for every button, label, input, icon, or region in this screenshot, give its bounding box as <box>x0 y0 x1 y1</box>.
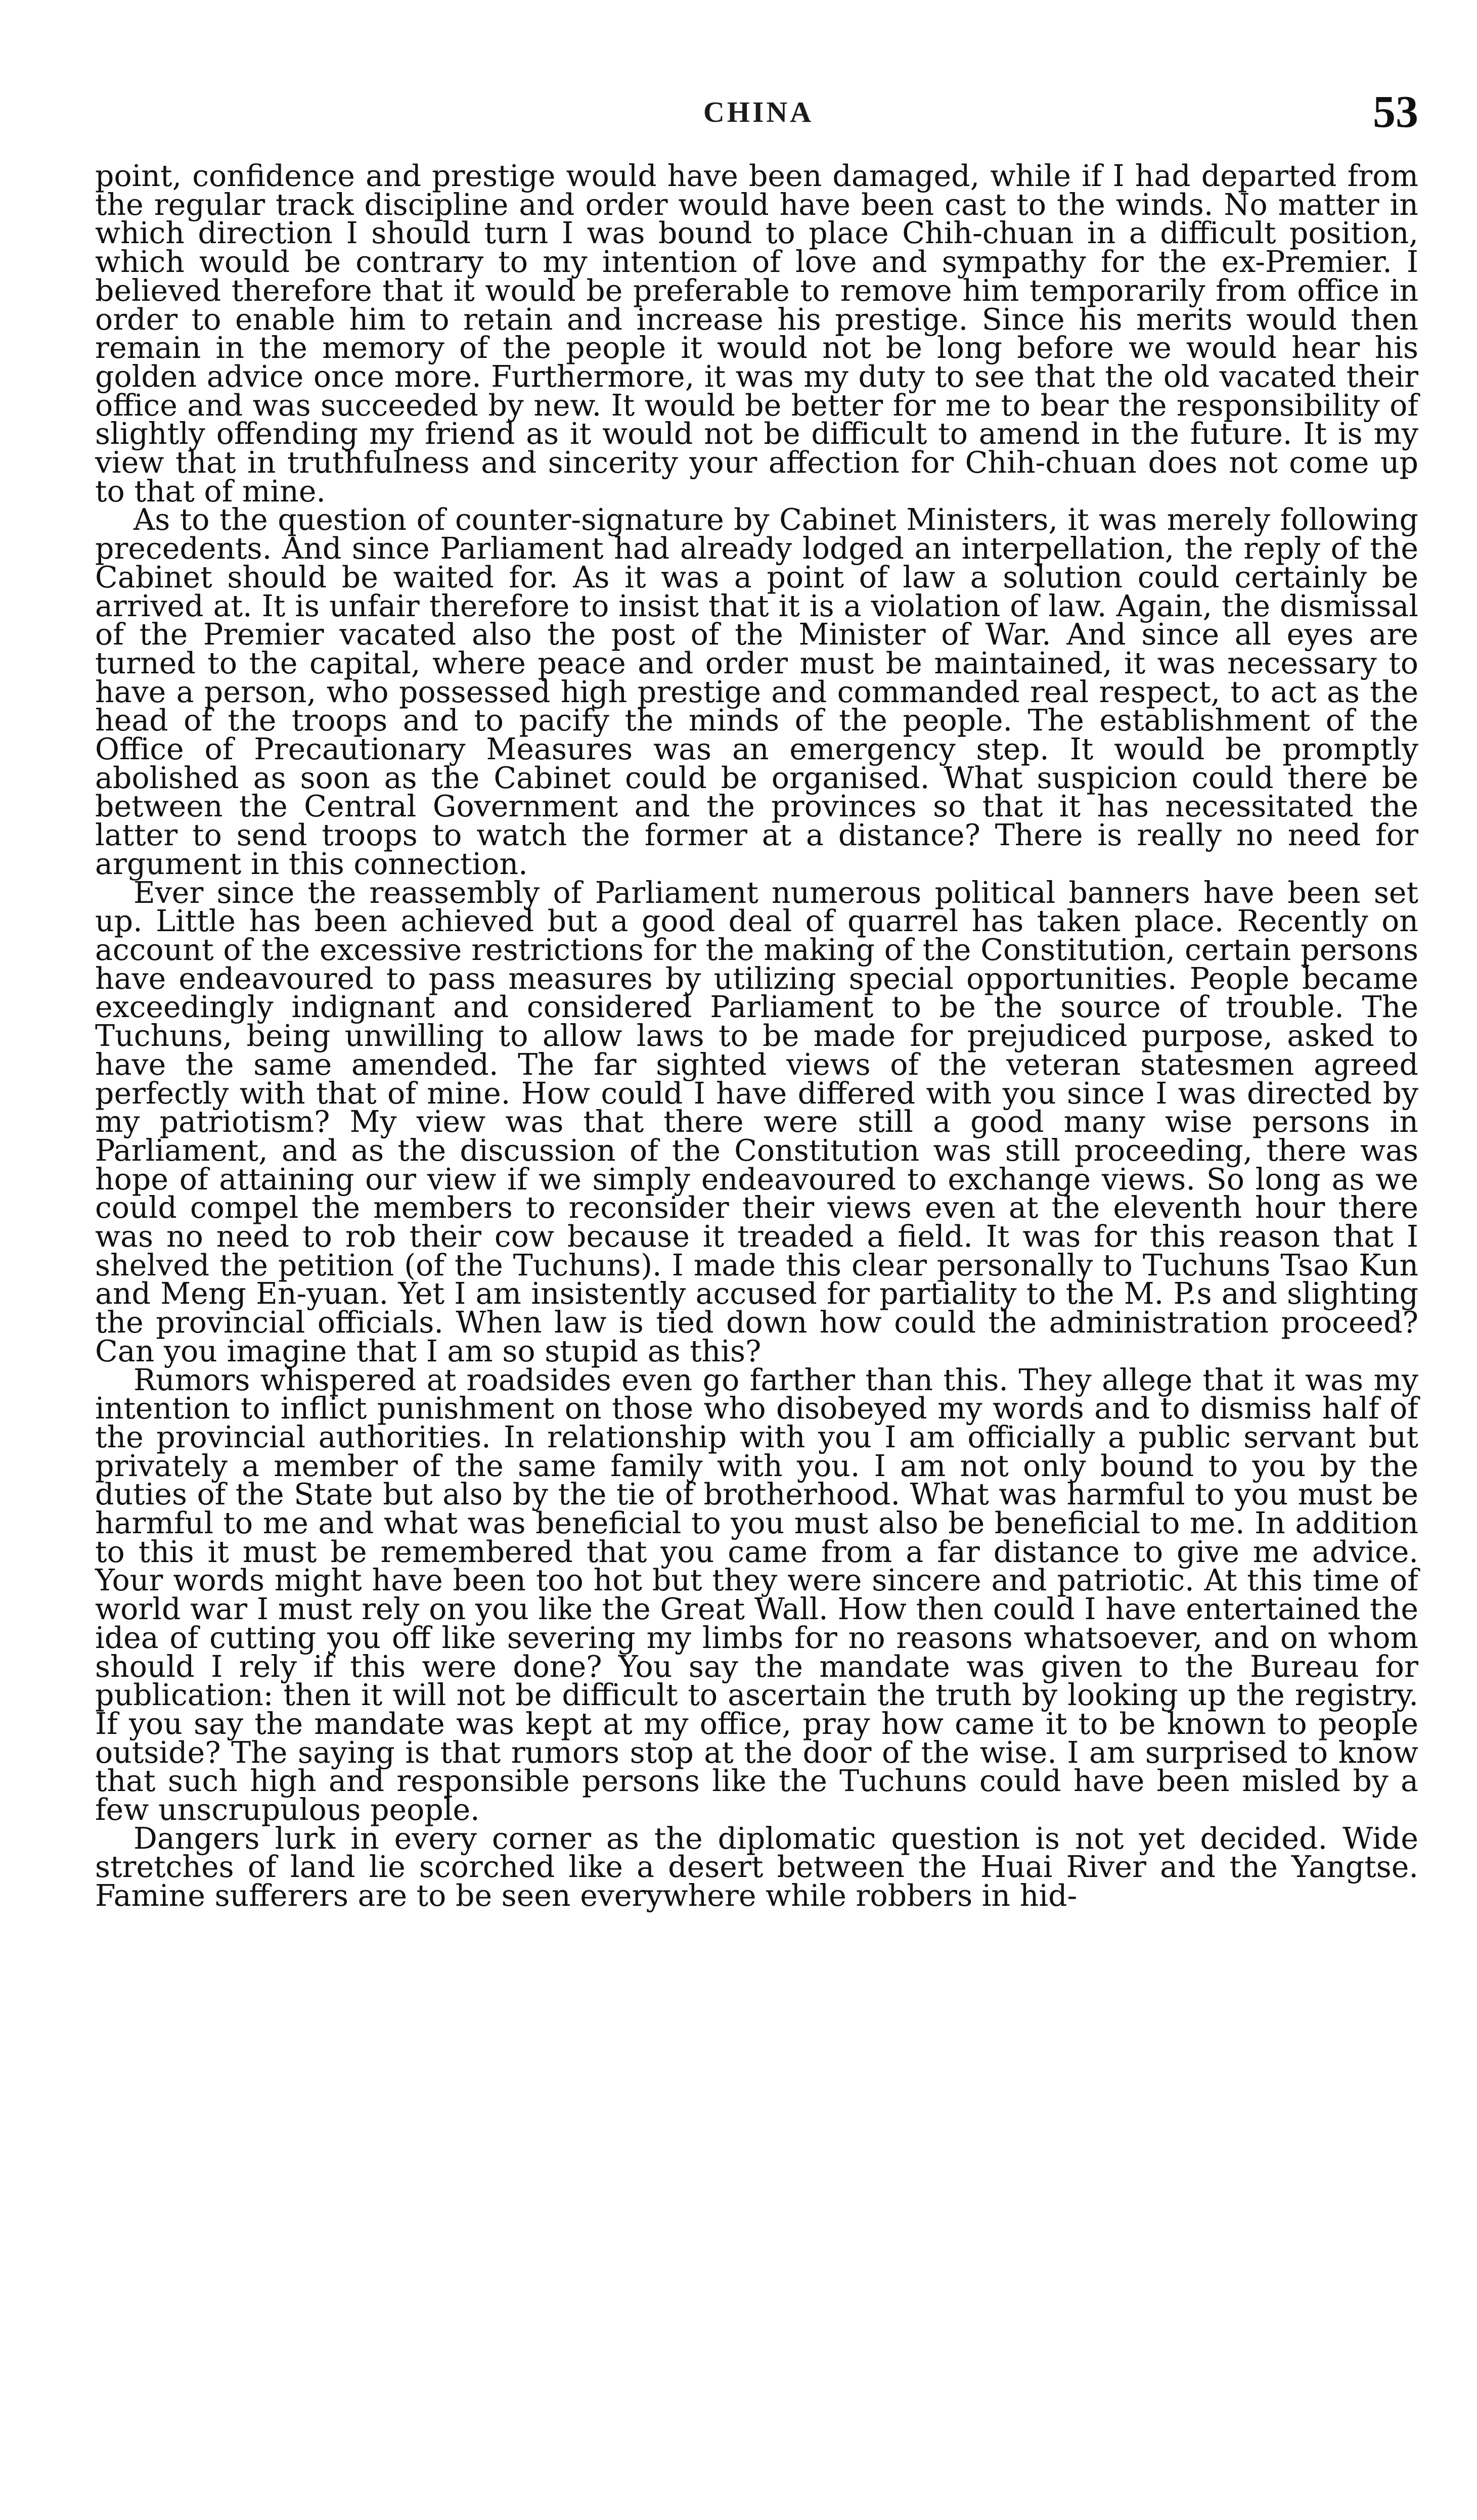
page-header <box>99 86 1418 147</box>
paragraph: Rumors whispered at roadsides even go farther than this. They allege that it was my intention to inflict punishment on those who disobeyed my words and to dismiss half of the provincial authorities. In relationship with you I am officially a public servant but privately a member of the same family with you. I am not only bound to you by the duties of the State but also by the tie of brotherhood. What was harmful to you must be harmful to me and what was beneficial to you must also be beneficial to me. In addition to this it must be remembered that you came from a far distance to give me advice. Your words might have been too hot but they were sincere and patriotic. At this time of world war I must rely on you like the Great Wall. How then could I have entertained the idea of cutting you off like severing my limbs for no reasons whatsoever, and on whom should I rely if this were done? You say the mandate was given to the Bureau for publication: then it will not be difficult to ascertain the truth by looking up the registry. If you say the mandate was kept at my office, pray how came it to be known to people outside? The saying is that rumors stop at the door of the wise. I am surprised to know that such high and responsible persons like the Tuchuns could have been misled by a few unscrupulous people. <box>95 1362 1418 1827</box>
body-text <box>95 159 1418 1913</box>
paragraph-continued: point, confidence and prestige would have been damaged, while if I had departed from the regular track discipline and order would have been cast to the winds. No matter in which direction I should turn I was bound to place Chih-chuan in a difficult position, which would be contrary to my intention of love and sympathy for the ex-Premier. I believed therefore that it would be preferable to remove him temporarily from office in order to enable him to retain and increase his prestige. Since his merits would then remain in the memory of the people it would not be long before we would hear his golden advice once more. Furthermore, it was my duty to see that the old vacated their office and was succeeded by new. It would be better for me to bear the responsibility of slightly offending my friend as it would not be difficult to amend in the future. It is my view that in truthfulness and sincerity your affection for Chih-chuan does not come up to that of mine. <box>95 159 1418 509</box>
page-number: 53 <box>1373 87 1418 137</box>
running-head: CHINA <box>703 96 814 128</box>
paragraph: Dangers lurk in every corner as the diplomatic question is not yet decided. Wide stretches of land lie scorched like a desert between the Huai River and the Yangtse. Famine sufferers are to be seen everywhere while robbers in hid- <box>95 1821 1418 1913</box>
paragraph: As to the question of counter-signature by Cabinet Ministers, it was merely following precedents. And since Parliament had already lodged an interpellation, the reply of the Cabinet should be waited for. As it was a point of law a solution could certainly be arrived at. It is unfair therefore to insist that it is a violation of law. Again, the dismissal of the Premier vacated also the post of the Minister of War. And since all eyes are turned to the capital, where peace and order must be maintained, it was necessary to have a person, who possessed high prestige and commanded real respect, to act as the head of the troops and to pacify the minds of the people. The establishment of the Office of Precautionary Measures was an emergency step. It would be promptly abolished as soon as the Cabinet could be organised. What suspicion could there be between the Central Government and the provinces so that it has necessitated the latter to send troops to watch the former at a distance? There is really no need for argument in this connection. <box>95 502 1418 881</box>
paragraph: Ever since the reassembly of Parliament numerous political banners have been set up. Little has been achieved but a good deal of quarrel has taken place. Recently on account of the excessive restrictions for the making of the Constitution, certain persons have endeavoured to pass measures by utilizing special opportunities. People became exceedingly indignant and considered Parliament to be the source of trouble. The Tuchuns, being unwilling to allow laws to be made for prejudiced purpose, asked to have the same amended. The far sighted views of the veteran statesmen agreed perfectly with that of mine. How could I have differed with you since I was directed by my patriotism? My view was that there were still a good many wise persons in Parliament, and as the discussion of the Constitution was still proceeding, there was hope of attaining our view if we simply endeavoured to exchange views. So long as we could compel the members to reconsider their views even at the eleventh hour there was no need to rob their cow because it treaded a field. It was for this reason that I shelved the petition (of the Tuchuns). I made this clear personally to Tuchuns Tsao Kun and Meng En-yuan. Yet I am insistently accused for partiality to the M. P.s and slighting the provincial officials. When law is tied down how could the administration proceed? Can you imagine that I am so stupid as this? <box>95 875 1418 1368</box>
